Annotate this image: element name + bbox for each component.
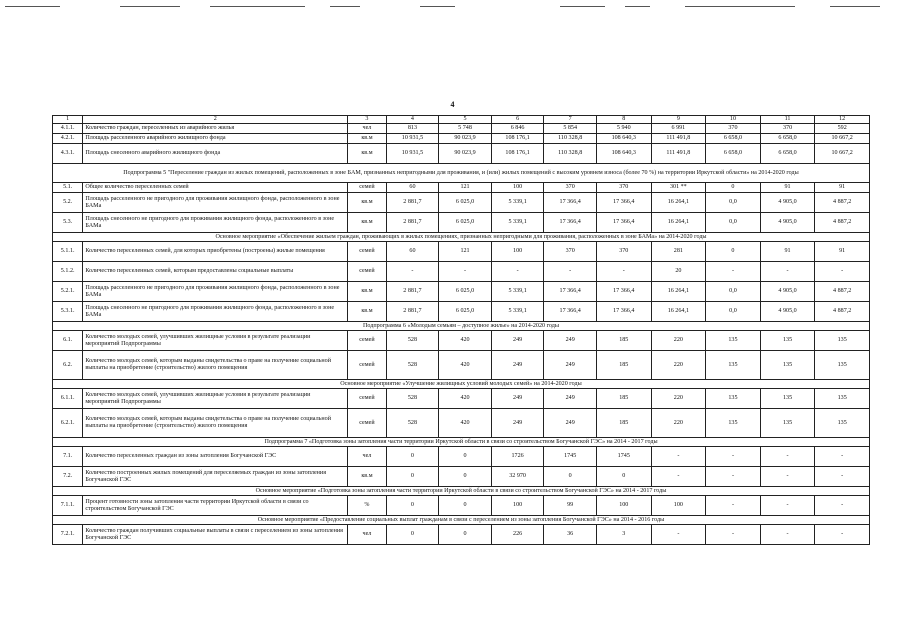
- value-col-8: 108 640,3: [596, 144, 651, 164]
- value-col-10: 135: [706, 331, 761, 351]
- row-code: 5.1.: [53, 183, 83, 193]
- value-col-11: -: [760, 447, 815, 467]
- unit: кв.м: [348, 467, 386, 487]
- value-col-12: 10 667,2: [815, 134, 870, 144]
- column-number-cell: 11: [760, 116, 815, 124]
- indicator-name: Площадь снесенного аварийного жилищного фонда: [83, 144, 348, 164]
- table-row: [53, 144, 870, 164]
- value-col-8: 370: [596, 242, 651, 262]
- value-col-12: 135: [815, 409, 870, 438]
- value-col-5: 0: [439, 496, 492, 516]
- value-col-5: 6 025,0: [439, 302, 492, 322]
- value-col-4: 0: [386, 467, 439, 487]
- value-col-5: 6 025,0: [439, 193, 492, 213]
- value-col-9: 111 491,8: [651, 144, 706, 164]
- section-heading-row: [53, 380, 870, 389]
- value-col-12: -: [815, 467, 870, 487]
- section-heading-row: [53, 322, 870, 331]
- value-col-12: 4 887,2: [815, 302, 870, 322]
- value-col-9: 6 991: [651, 124, 706, 134]
- value-col-6: 226: [491, 525, 544, 545]
- column-number-cell: 7: [544, 116, 597, 124]
- table-row: [53, 282, 870, 302]
- indicator-name: Количество построенных жилых помещений для переселяемых граждан из зоны затопления Богучанской ГЭС: [83, 467, 348, 487]
- value-col-9: 301 **: [651, 183, 706, 193]
- value-col-10: 0: [706, 183, 761, 193]
- indicator-name: Количество граждан, переселенных из аварийного жилья: [83, 124, 348, 134]
- value-col-8: 100: [596, 496, 651, 516]
- value-col-12: 91: [815, 242, 870, 262]
- column-number-row: [53, 116, 870, 124]
- value-col-9: 220: [651, 409, 706, 438]
- row-code: 5.3.: [53, 213, 83, 233]
- value-col-11: 6 658,0: [760, 144, 815, 164]
- value-col-10: 135: [706, 351, 761, 380]
- indicator-name: Процент готовности зоны затопления части территории Иркутской области в связи со строительством Богучанской ГЭС: [83, 496, 348, 516]
- value-col-4: 10 931,5: [386, 134, 439, 144]
- unit: кв.м: [348, 282, 386, 302]
- value-col-9: 220: [651, 331, 706, 351]
- indicator-name: Количество молодых семей, улучшивших жилищные условия в результате реализации мероприятий Подпрограммы: [83, 389, 348, 409]
- row-code: 6.1.1.: [53, 389, 83, 409]
- value-col-11: 135: [760, 331, 815, 351]
- value-col-8: 108 640,3: [596, 134, 651, 144]
- value-col-12: 10 667,2: [815, 144, 870, 164]
- value-col-6: 5 339,1: [491, 193, 544, 213]
- value-col-5: 90 023,9: [439, 134, 492, 144]
- value-col-4: 60: [386, 183, 439, 193]
- value-col-10: 0,0: [706, 302, 761, 322]
- value-col-10: -: [706, 467, 761, 487]
- value-col-5: 6 025,0: [439, 282, 492, 302]
- value-col-12: 4 887,2: [815, 213, 870, 233]
- table-row: [53, 193, 870, 213]
- indicator-name: Количество молодых семей, улучшивших жилищные условия в результате реализации мероприятий Подпрограммы: [83, 331, 348, 351]
- value-col-7: 17 366,4: [544, 302, 597, 322]
- value-col-8: 185: [596, 331, 651, 351]
- value-col-9: 16 264,1: [651, 302, 706, 322]
- value-col-11: 4 905,0: [760, 282, 815, 302]
- value-col-5: 6 025,0: [439, 213, 492, 233]
- value-col-11: 135: [760, 351, 815, 380]
- value-col-7: 370: [544, 183, 597, 193]
- indicator-name: Площадь снесенного не пригодного для проживания жилищного фонда, расположенного в зоне БАМа: [83, 213, 348, 233]
- value-col-8: -: [596, 262, 651, 282]
- table-row: [53, 124, 870, 134]
- value-col-9: 16 264,1: [651, 193, 706, 213]
- value-col-6: 5 339,1: [491, 302, 544, 322]
- value-col-6: 249: [491, 331, 544, 351]
- indicators-table: [52, 115, 870, 545]
- value-col-6: 5 339,1: [491, 282, 544, 302]
- value-col-8: 185: [596, 409, 651, 438]
- value-col-11: 4 905,0: [760, 193, 815, 213]
- value-col-9: 16 264,1: [651, 213, 706, 233]
- value-col-6: 6 846: [491, 124, 544, 134]
- value-col-11: -: [760, 496, 815, 516]
- value-col-7: 17 366,4: [544, 282, 597, 302]
- value-col-6: 100: [491, 496, 544, 516]
- value-col-6: -: [491, 262, 544, 282]
- value-col-4: 528: [386, 389, 439, 409]
- value-col-7: 99: [544, 496, 597, 516]
- value-col-5: 0: [439, 525, 492, 545]
- value-col-4: 528: [386, 409, 439, 438]
- value-col-12: 592: [815, 124, 870, 134]
- value-col-8: 3: [596, 525, 651, 545]
- value-col-8: 370: [596, 183, 651, 193]
- row-code: 5.2.: [53, 193, 83, 213]
- indicator-name: Площадь расселенного аварийного жилищного фонда: [83, 134, 348, 144]
- value-col-5: 90 023,9: [439, 144, 492, 164]
- value-col-5: 121: [439, 242, 492, 262]
- value-col-9: 16 264,1: [651, 282, 706, 302]
- unit: кв.м: [348, 144, 386, 164]
- value-col-11: -: [760, 262, 815, 282]
- value-col-10: 6 658,0: [706, 134, 761, 144]
- row-code: 5.1.2.: [53, 262, 83, 282]
- unit: кв.м: [348, 302, 386, 322]
- value-col-11: 135: [760, 409, 815, 438]
- unit: чел: [348, 447, 386, 467]
- value-col-8: 185: [596, 389, 651, 409]
- value-col-4: 2 881,7: [386, 302, 439, 322]
- table-body: [53, 116, 870, 545]
- row-code: 7.2.1.: [53, 525, 83, 545]
- indicator-name: Площадь расселенного не пригодного для проживания жилищного фонда, расположенного в зоне БАМа: [83, 282, 348, 302]
- unit: семей: [348, 331, 386, 351]
- section-heading: Основное мероприятие «Подготовка зоны затопления части территории Иркутской области в связи со строительством Богучанской ГЭС» на 2014 - 2017 годы: [53, 487, 870, 496]
- value-col-12: 135: [815, 351, 870, 380]
- value-col-7: 249: [544, 409, 597, 438]
- value-col-7: 0: [544, 467, 597, 487]
- value-col-10: 6 658,0: [706, 144, 761, 164]
- section-heading: Основное мероприятие «Улучшение жилищных условий молодых семей» на 2014-2020 годы: [53, 380, 870, 389]
- value-col-4: 813: [386, 124, 439, 134]
- value-col-4: 2 881,7: [386, 282, 439, 302]
- row-code: 7.2.: [53, 467, 83, 487]
- unit: кв.м: [348, 193, 386, 213]
- value-col-9: -: [651, 447, 706, 467]
- table-row: [53, 302, 870, 322]
- value-col-10: 0: [706, 242, 761, 262]
- row-code: 4.2.1.: [53, 134, 83, 144]
- value-col-6: 100: [491, 242, 544, 262]
- value-col-5: 420: [439, 331, 492, 351]
- value-col-10: -: [706, 525, 761, 545]
- value-col-4: 60: [386, 242, 439, 262]
- column-number-cell: 1: [53, 116, 83, 124]
- value-col-10: -: [706, 496, 761, 516]
- value-col-6: 5 339,1: [491, 213, 544, 233]
- table-row: [53, 351, 870, 380]
- value-col-6: 108 176,1: [491, 144, 544, 164]
- value-col-4: 0: [386, 447, 439, 467]
- section-heading: Основное мероприятие «Обеспечение жильем граждан, проживающих в жилых помещениях, признанных непригодными для проживания, расположенных в зоне БАМа» на 2014-2020 годы: [53, 233, 870, 242]
- value-col-10: -: [706, 262, 761, 282]
- value-col-10: 0,0: [706, 282, 761, 302]
- value-col-4: 528: [386, 331, 439, 351]
- row-code: 4.3.1.: [53, 144, 83, 164]
- value-col-8: 1745: [596, 447, 651, 467]
- value-col-11: -: [760, 467, 815, 487]
- column-number-cell: 4: [386, 116, 439, 124]
- indicator-name: Количество переселенных семей, которым предоставлены социальные выплаты: [83, 262, 348, 282]
- value-col-7: 249: [544, 331, 597, 351]
- section-heading: Подпрограмма 6 «Молодым семьям – доступное жилье» на 2014-2020 годы: [53, 322, 870, 331]
- section-heading-row: [53, 487, 870, 496]
- table-row: [53, 496, 870, 516]
- page-number: 4: [450, 100, 455, 109]
- table-row: [53, 242, 870, 262]
- value-col-8: 185: [596, 351, 651, 380]
- row-code: 6.2.1.: [53, 409, 83, 438]
- value-col-5: 0: [439, 447, 492, 467]
- table-row: [53, 262, 870, 282]
- value-col-9: 281: [651, 242, 706, 262]
- indicator-name: Количество переселенных семей, для которых приобретены (построены) жилые помещения: [83, 242, 348, 262]
- row-code: 7.1.1.: [53, 496, 83, 516]
- value-col-12: -: [815, 447, 870, 467]
- value-col-6: 249: [491, 389, 544, 409]
- unit: семей: [348, 409, 386, 438]
- unit: семей: [348, 351, 386, 380]
- value-col-11: 4 905,0: [760, 302, 815, 322]
- value-col-12: -: [815, 496, 870, 516]
- value-col-5: 420: [439, 351, 492, 380]
- value-col-11: 91: [760, 242, 815, 262]
- table-row: [53, 389, 870, 409]
- unit: семей: [348, 262, 386, 282]
- table-row: [53, 467, 870, 487]
- value-col-6: 249: [491, 351, 544, 380]
- value-col-6: 108 176,1: [491, 134, 544, 144]
- section-heading-row: [53, 438, 870, 447]
- row-code: 7.1.: [53, 447, 83, 467]
- column-number-cell: 5: [439, 116, 492, 124]
- row-code: 4.1.1.: [53, 124, 83, 134]
- value-col-9: 20: [651, 262, 706, 282]
- row-code: 5.2.1.: [53, 282, 83, 302]
- table-row: [53, 447, 870, 467]
- value-col-4: 528: [386, 351, 439, 380]
- value-col-7: 5 854: [544, 124, 597, 134]
- value-col-7: 249: [544, 351, 597, 380]
- value-col-5: -: [439, 262, 492, 282]
- indicator-name: Площадь расселенного не пригодного для проживания жилищного фонда, расположенного в зоне БАМа: [83, 193, 348, 213]
- value-col-11: 6 658,0: [760, 134, 815, 144]
- section-heading-row: [53, 164, 870, 183]
- section-heading: Подпрограмма 5 "Переселение граждан из жилых помещений, расположенных в зоне БАМ, признанных непригодными для проживания, и (или) жилых помещений с высоким уровнем износа (более 70 %) на территории Иркутской области» на 2014-2020 годы: [53, 164, 870, 183]
- table-row: [53, 213, 870, 233]
- value-col-4: 10 931,5: [386, 144, 439, 164]
- value-col-10: 135: [706, 409, 761, 438]
- unit: кв.м: [348, 213, 386, 233]
- value-col-8: 17 366,4: [596, 193, 651, 213]
- value-col-11: 4 905,0: [760, 213, 815, 233]
- value-col-7: -: [544, 262, 597, 282]
- column-number-cell: 10: [706, 116, 761, 124]
- value-col-9: 111 491,8: [651, 134, 706, 144]
- value-col-7: 1745: [544, 447, 597, 467]
- unit: кв.м: [348, 134, 386, 144]
- value-col-8: 5 940: [596, 124, 651, 134]
- value-col-10: 0,0: [706, 213, 761, 233]
- value-col-5: 420: [439, 389, 492, 409]
- value-col-12: 4 887,2: [815, 193, 870, 213]
- value-col-12: 4 887,2: [815, 282, 870, 302]
- section-heading: Подпрограмма 7 «Подготовка зоны затопления части территории Иркутской области в связи со строительством Богучанской ГЭС» на 2014 - 2017 годы: [53, 438, 870, 447]
- unit: %: [348, 496, 386, 516]
- value-col-10: 370: [706, 124, 761, 134]
- value-col-10: -: [706, 447, 761, 467]
- value-col-6: 249: [491, 409, 544, 438]
- column-number-cell: 12: [815, 116, 870, 124]
- value-col-9: 220: [651, 351, 706, 380]
- value-col-10: 135: [706, 389, 761, 409]
- value-col-4: 0: [386, 496, 439, 516]
- value-col-10: 0,0: [706, 193, 761, 213]
- value-col-9: 220: [651, 389, 706, 409]
- value-col-4: 2 881,7: [386, 193, 439, 213]
- section-heading-row: [53, 516, 870, 525]
- value-col-5: 121: [439, 183, 492, 193]
- row-code: 5.1.1.: [53, 242, 83, 262]
- value-col-9: 100: [651, 496, 706, 516]
- section-heading-row: [53, 233, 870, 242]
- value-col-4: 2 881,7: [386, 213, 439, 233]
- column-number-cell: 2: [83, 116, 348, 124]
- section-heading: Основное мероприятие «Предоставление социальных выплат гражданам в связи с переселением из зоны затопления Богучанской ГЭС» на 2014 - 2016 годы: [53, 516, 870, 525]
- value-col-9: -: [651, 467, 706, 487]
- column-number-cell: 3: [348, 116, 386, 124]
- column-number-cell: 8: [596, 116, 651, 124]
- indicator-name: Общее количество переселенных семей: [83, 183, 348, 193]
- indicator-name: Количество молодых семей, которым выданы свидетельства о праве на получение социальной выплаты на приобретение (строительство) жилого помещения: [83, 351, 348, 380]
- unit: семей: [348, 242, 386, 262]
- value-col-7: 110 328,8: [544, 134, 597, 144]
- value-col-4: 0: [386, 525, 439, 545]
- table-row: [53, 409, 870, 438]
- indicator-name: Количество переселенных граждан из зоны затопления Богучанской ГЭС: [83, 447, 348, 467]
- value-col-5: 5 748: [439, 124, 492, 134]
- value-col-7: 370: [544, 242, 597, 262]
- value-col-7: 17 366,4: [544, 213, 597, 233]
- indicator-name: Количество молодых семей, которым выданы свидетельства о праве на получение социальной выплаты на приобретение (строительство) жилого помещения: [83, 409, 348, 438]
- value-col-7: 249: [544, 389, 597, 409]
- value-col-7: 36: [544, 525, 597, 545]
- value-col-8: 17 366,4: [596, 213, 651, 233]
- value-col-7: 110 328,8: [544, 144, 597, 164]
- value-col-8: 17 366,4: [596, 302, 651, 322]
- value-col-11: 91: [760, 183, 815, 193]
- value-col-9: -: [651, 525, 706, 545]
- indicator-name: Площадь снесенного не пригодного для проживания жилищного фонда, расположенного в зоне БАМа: [83, 302, 348, 322]
- value-col-4: -: [386, 262, 439, 282]
- value-col-6: 1726: [491, 447, 544, 467]
- row-code: 5.3.1.: [53, 302, 83, 322]
- column-number-cell: 6: [491, 116, 544, 124]
- value-col-12: 135: [815, 331, 870, 351]
- table-row: [53, 134, 870, 144]
- value-col-8: 0: [596, 467, 651, 487]
- table-row: [53, 525, 870, 545]
- value-col-6: 100: [491, 183, 544, 193]
- column-number-cell: 9: [651, 116, 706, 124]
- table-row: [53, 183, 870, 193]
- value-col-12: 91: [815, 183, 870, 193]
- value-col-7: 17 366,4: [544, 193, 597, 213]
- unit: семей: [348, 183, 386, 193]
- value-col-11: 370: [760, 124, 815, 134]
- value-col-6: 32 970: [491, 467, 544, 487]
- unit: чел: [348, 124, 386, 134]
- table-row: [53, 331, 870, 351]
- unit: семей: [348, 389, 386, 409]
- indicator-name: Количество граждан получивших социальные выплаты в связи с переселением из зоны затопления Богучанской ГЭС: [83, 525, 348, 545]
- value-col-12: 135: [815, 389, 870, 409]
- value-col-12: -: [815, 262, 870, 282]
- unit: чел: [348, 525, 386, 545]
- value-col-11: 135: [760, 389, 815, 409]
- value-col-5: 420: [439, 409, 492, 438]
- value-col-5: 0: [439, 467, 492, 487]
- row-code: 6.2.: [53, 351, 83, 380]
- value-col-11: -: [760, 525, 815, 545]
- row-code: 6.1.: [53, 331, 83, 351]
- value-col-12: -: [815, 525, 870, 545]
- value-col-8: 17 366,4: [596, 282, 651, 302]
